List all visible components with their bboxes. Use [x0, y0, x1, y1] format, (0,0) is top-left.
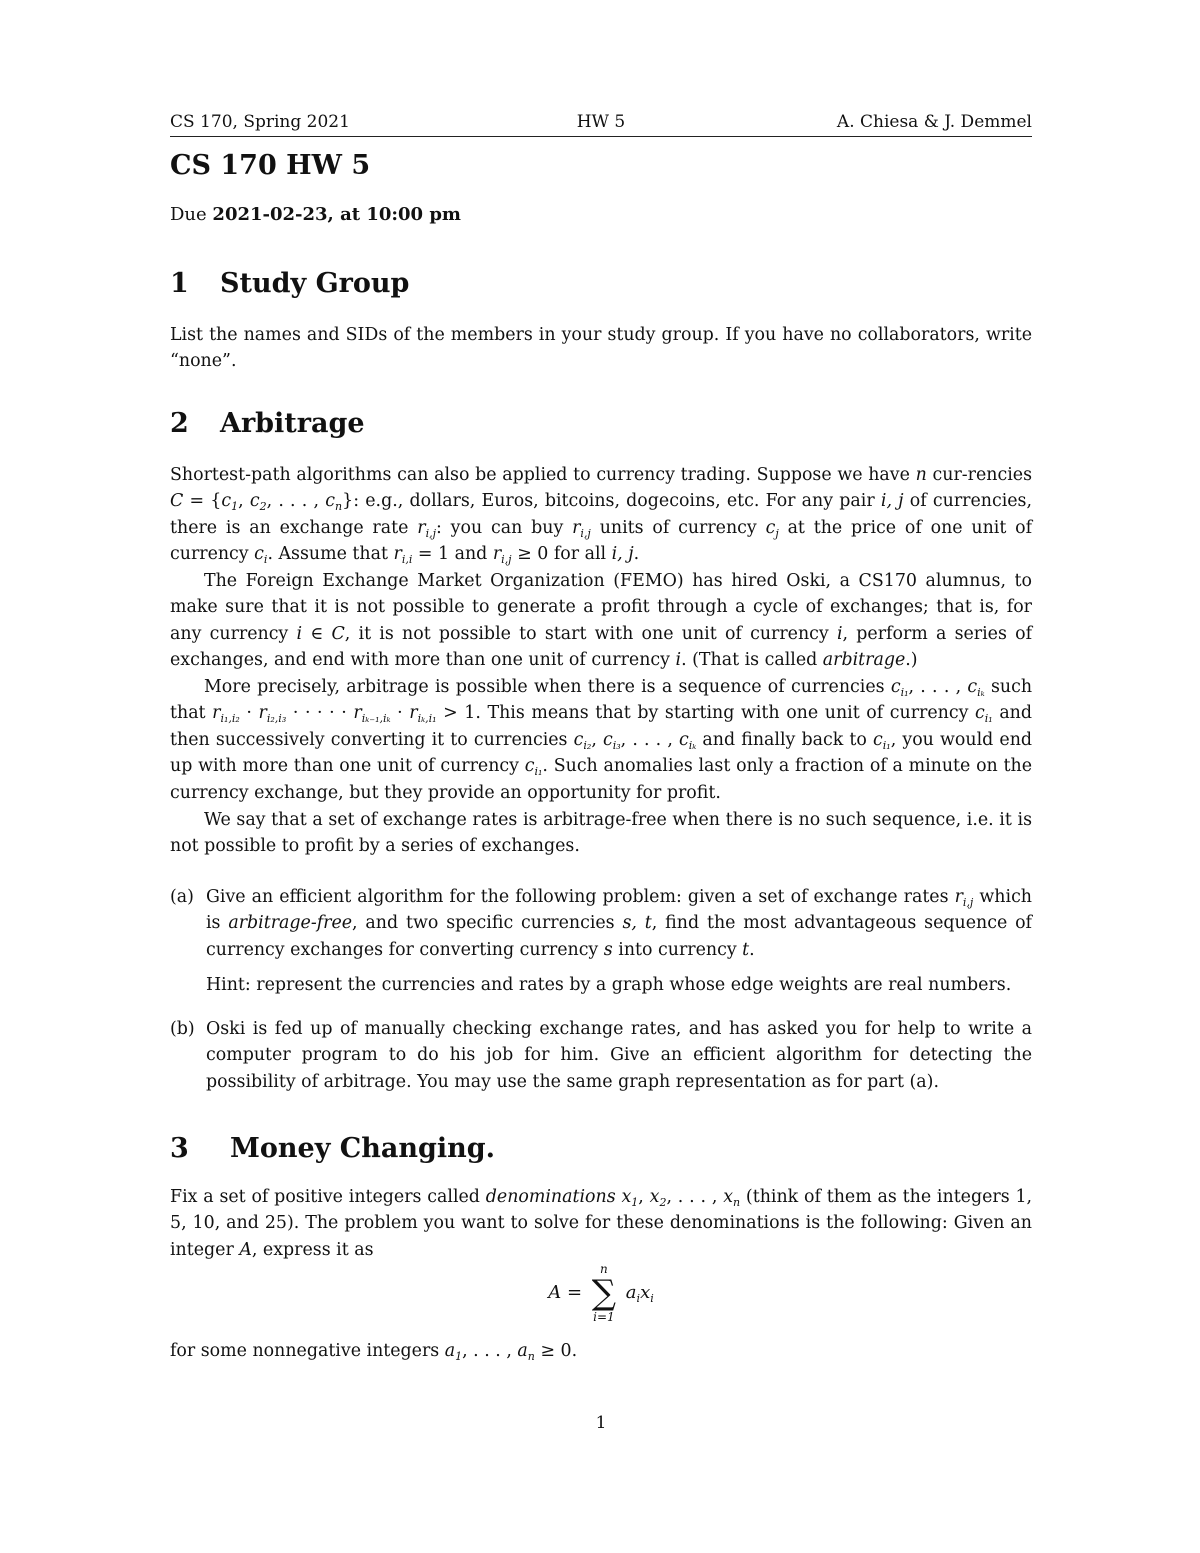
arbitrage-part-b [170, 1016, 1032, 1095]
arbitrage-paragraph-2: The Foreign Exchange Market Organization (FEMO) has hired Oski, a CS170 alumnus, to make sure that it is not possible to generate a profit through a cycle of exchanges; that is, for any currency i ∈ C, it is not possible to start with one unit of currency i, perform a series of exchanges, and end with more than one unit of currency i. (That is called arbitrage.) [170, 571, 1033, 671]
part-b-label: (b) [170, 1019, 195, 1039]
header-course: CS 170, Spring 2021 [170, 112, 350, 132]
study-group-text: List the names and SIDs of the members in your study group. If you have no collaborators, write “none”. [170, 325, 1032, 372]
arbitrage-paragraph-4: We say that a set of exchange rates is arbitrage-free when there is no such sequence, i.e. it is not possible to profit by a series of exchanges. [170, 810, 1032, 857]
money-paragraph-1: Fix a set of positive integers called denominations $x_1$, $x_2$, . . . , $x_n$ (think of them as the integers 1, 5, 10, and 25). The problem you want to solve for these denominations is the following: Given an integer A, express it as [170, 1187, 1033, 1260]
section-heading-study-group: 1 Study Group [170, 268, 410, 299]
running-header [170, 110, 1032, 137]
due-date: Due 2021-02-23, at 10:00 pm [170, 204, 461, 225]
due-date-value: 2021-02-23, at 10:00 pm [212, 204, 461, 225]
document-title: CS 170 HW 5 [170, 150, 371, 181]
arbitrage-part-a: (a) Give an efficient algorithm for the following problem: given a set of exchange rates $r_{i,j}$ which is arbitrage-free, and two specific currencies s, t, find the most advantageous sequence of currency exchanges for converting currency s into currency t. Hint: represent the currencies and rates by a graph whose edge weights are real numbers. [170, 884, 1032, 999]
arbitrage-paragraph-3: More precisely, arbitrage is possible when there is a sequence of currencies $c_{i_1}$, . . . , $c_{i_k}$ such that $r_{i_1,i_2} \cdot r_{i_2,i_3}$ · · · · · $r_{i_{k-1},i_k} \cdot r_{i_k,i_1} > 1$. This means that by starting with one unit of currency $c_{i_1}$ and then successively converting it to currencies $c_{i_2}$, $c_{i_3}$, . . . , $c_{i_k}$ and finally back to $c_{i_1}$, you would end up with more than one unit of currency $c_{i_1}$. Such anomalies last only a fraction of a minute on the currency exchange, but they provide an opportunity for profit. [170, 677, 1033, 803]
hint-text: Hint: represent the currencies and rates by a graph whose edge weights are real numbers. [206, 975, 1012, 996]
page-number: 1 [595, 1413, 607, 1433]
part-a-label: (a) [170, 887, 194, 907]
money-paragraph-2: for some nonnegative integers $a_1$, . . . , $a_n \ge 0$. [170, 1341, 578, 1363]
sum-formula: A = n ∑ i=1 $a_ix_i$ [548, 1262, 654, 1324]
arbitrage-paragraph-1: Shortest-path algorithms can also be applied to currency trading. Suppose we have n cur-rencies $C = \{c_1$, $c_2$, . . . , $c_n$}: e.g., dollars, Euros, bitcoins, dogecoins, etc. For any pair i, j of currencies, there is an exchange rate $r_{i,j}$: you can buy $r_{i,j}$ units of currency $c_j$ at the price of one unit of currency $c_i$. Assume that $r_{i,i} = 1$ and $r_{i,j} \ge 0$ for all i, j. [170, 465, 1033, 567]
header-hw: HW 5 [576, 112, 626, 132]
part-b-text: Oski is fed up of manually checking exchange rates, and has asked you for help to write a computer program to do his job for him. Give an efficient algorithm for detecting the possibility of arbitrage. You may use the same graph representation as for part (a). [206, 1019, 1032, 1092]
section-heading-money-changing: 3 Money Changing. [170, 1133, 496, 1164]
summation-symbol: n ∑ i=1 [591, 1262, 617, 1324]
section-heading-arbitrage: 2 Arbitrage [170, 408, 365, 439]
header-authors: A. Chiesa & J. Demmel [836, 112, 1032, 132]
